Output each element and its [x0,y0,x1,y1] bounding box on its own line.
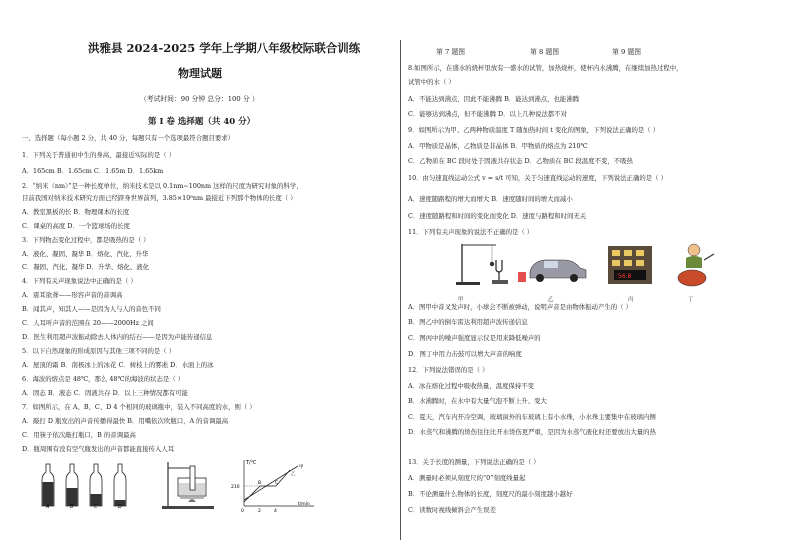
option-line: A．甲物质是晶体，乙物质是非晶体 B．甲物质的熔点为 210℃ [408,142,588,150]
drummer-illustration [678,244,714,286]
figure-caption-8: 第 8 题图 [530,48,560,56]
subject-title: 物理试题 [178,67,222,80]
option-line: C．图丙中的噪声强度显示仪是用来降低噪声的 [408,334,541,342]
fig11-illustrations [448,238,728,294]
option-line: D．医生利用超声波振动除去人体内的结石——是因为声能传递信息 [22,333,213,341]
figure-caption-7: 第 7 题图 [436,48,466,56]
exam-title: 洪雅县 2024-2025 学年上学期八年级校际联合训练 [88,41,361,55]
section-title: 第 Ⅰ 卷 选择题（共 40 分） [148,117,256,127]
option-line: A．冰在熔化过程中吸收热量，温度保持不变 [408,382,535,390]
fig9-point-c: C [275,481,279,486]
series-line-jia [244,466,298,500]
option-line: C．课桌的高度 D．一个篮球场的长度 [22,222,130,230]
fig9-xtick-2: 2 [258,509,261,514]
fig9-ylabel: T/℃ [246,460,257,466]
question-line: 8.如图所示，在盛水的烧杯里放有一盛水的试管，加热烧杯，使杯内水沸腾，在继续加热过程中， [408,64,683,72]
question-line: 11．下列有关声现象的说法不正确的是（ ） [408,228,534,236]
option-line: A．图甲中音叉发声时，小球会不断被弹动，说明声音是由物体振动产生的（ ） [408,303,632,311]
option-line: B．闻其声，知其人——是因为人与人的音色不同 [22,305,161,313]
option-line: D．图丁中用力击鼓可以增大声音的响度 [408,350,522,358]
fig8-beaker-figure [158,458,218,510]
option-line: A．固态 B．液态 C．固液共存 D．以上三种情况都有可能 [22,389,189,397]
option-line: A．速度随路程的增大而增大 B．速度随时间的增大而减小 [408,195,573,203]
question-line: 10．由匀速直线运动公式 v = s/t 可知，关于匀速直线运动的速度，下列说法正确的是（ ） [408,174,667,182]
fig9-point-b: B [258,481,262,486]
question-line: 试管中的水（ ） [408,78,455,86]
bottle-b [66,464,78,506]
option-line: B．不论测量什么物体的长度，刻度尺的最小刻度越小越好 [408,490,573,498]
fig9-ytick: 210 [231,485,240,490]
option-line: C．凝固、汽化、凝华 D．升华、熔化、液化 [22,263,150,271]
question-line: 9．如图所示为甲、乙两种物质温度 T 随加热时间 t 变化的图象，下列说法正确的是（ ） [408,126,660,134]
fig11-label-bing: 丙 [628,297,634,303]
option-line: C．能够达到沸点，但不能沸腾 D．以上几种说法都不对 [408,110,568,118]
option-line: C．用筷子依次敲打瓶口，B 的音调最高 [22,431,136,439]
bottle-label-b: B [70,504,74,510]
fig9-xtick-0: 0 [241,509,244,514]
option-line: A．不能达到沸点，因此不能沸腾 B．能达到沸点，也能沸腾 [408,95,580,103]
fig9-series-yi: 乙 [291,472,296,477]
question-line: 5．以下自然现象的形成原因与其他三项不同的是（ ） [22,347,176,355]
bottle-a [42,464,54,506]
bottle-label-c: C [94,504,98,510]
option-line: D．瓶周围有没有空气瓶发出的声音都能直接传入人耳 [22,445,175,453]
option-line: A．教室黑板的长 B．物理课本的长度 [22,208,130,216]
fig11-label-jia: 甲 [458,297,464,303]
question-line: 12．下列说法错误的是（ ） [408,366,489,374]
fig9-graph-figure [228,456,318,512]
question-line: 2．“纳米（nm）”是一种长度单位，纳米技术是以 0.1nm~100nm 这样的尺度为研究对象的科学， [22,182,303,190]
question-line: 3．下列物态变化过程中，都是吸热的是（ ） [22,236,150,244]
series-line-yi [244,470,290,502]
option-line: C．速度随路程和时间的变化而变化 D．速度与路程和时间无关 [408,212,587,220]
option-line: B．水沸腾时，在水中有大量气泡不断上升、变大 [408,397,547,405]
option-line: C．夏天，汽车内开冷空调，玻璃窗外的车玻璃上有小水珠，小水珠主要集中在玻璃内侧 [408,413,656,421]
question-line: 目前我国对纳米技术研究方面已经跻身世界前列，3.85×10⁸nm 最接近下列那个物体的长度（ ） [22,194,297,202]
fig9-xlabel: t/min [298,502,310,507]
fig11-label-ding: 丁 [688,297,694,303]
bottle-label-d: D [118,504,122,510]
fig7-bottles-figure [40,462,140,510]
option-line: D．水蒸气和沸腾的烫伤往往比开水烫伤更严重，是因为水蒸气液化时还要放出大量的热 [408,428,656,436]
option-line: A．165cm B．1.65cm C．1.65m D．1.65km [22,167,164,175]
question-line: 1．下列关于普通初中生的身高，最接近实际的是（ ） [22,151,176,159]
right-column [400,0,794,560]
option-line: C．乙物质在 BC 段时处于固液共存状态 D．乙物质在 BC 段温度不变，不吸热 [408,157,633,165]
bottle-label-a: A [46,504,50,510]
car-radar-illustration [518,260,586,282]
question-line: 7．如图所示，在 A、B、C、D 4 个相同的玻璃瓶中，装入不同高度的水，则（ ） [22,403,256,411]
exam-info: （考试时间：90 分钟 总分：100 分 ） [140,95,259,103]
option-line: B．图乙中的倒车雷达利用超声波传递信息 [408,318,528,326]
section-instruction: 一、选择题（每小题 2 分，共 40 分，每题只有一个选项最符合题目要求） [22,134,235,142]
bottle-c [90,464,102,506]
svg-text:56.8: 56.8 [618,273,632,280]
option-line: A．敲打 D 瓶发出的声音传播得最快 B．用嘴依次吹瓶口，A 的音调最高 [22,417,229,425]
figure-caption-9: 第 9 题图 [612,48,642,56]
option-line: A．液化、凝固、凝华 B．熔化、汽化、升华 [22,250,149,258]
question-line: 13．关于长度的测量，下列说法正确的是（ ） [408,458,540,466]
fig11-label-yi: 乙 [548,297,554,303]
option-line: C．读数时视线倾斜会产生误差 [408,506,496,514]
option-line: C．人耳听声音的范围在 20——2000Hz 之间 [22,319,154,327]
question-line: 6．海波的熔点是 48℃，那么 48℃的海波的状态是（ ） [22,375,185,383]
option-line: A．屋顶的霜 B．南极冰上的冰花 C．树枝上的雾凇 D．水面上的冰 [22,361,214,369]
question-line: 4．下列有关声现象说法中正确的是（ ） [22,277,137,285]
option-line: A．测量时必须从刻度尺的“0”刻度线量起 [408,474,526,482]
fig9-xtick-4: 4 [274,509,277,514]
noise-meter-building-illustration [608,246,652,284]
fig9-series-jia: 甲 [299,465,304,470]
option-line: A．震耳欲聋——形容声音的音调高 [22,291,123,299]
tuning-fork-stand-illustration [456,244,508,285]
bottle-d [114,464,126,506]
